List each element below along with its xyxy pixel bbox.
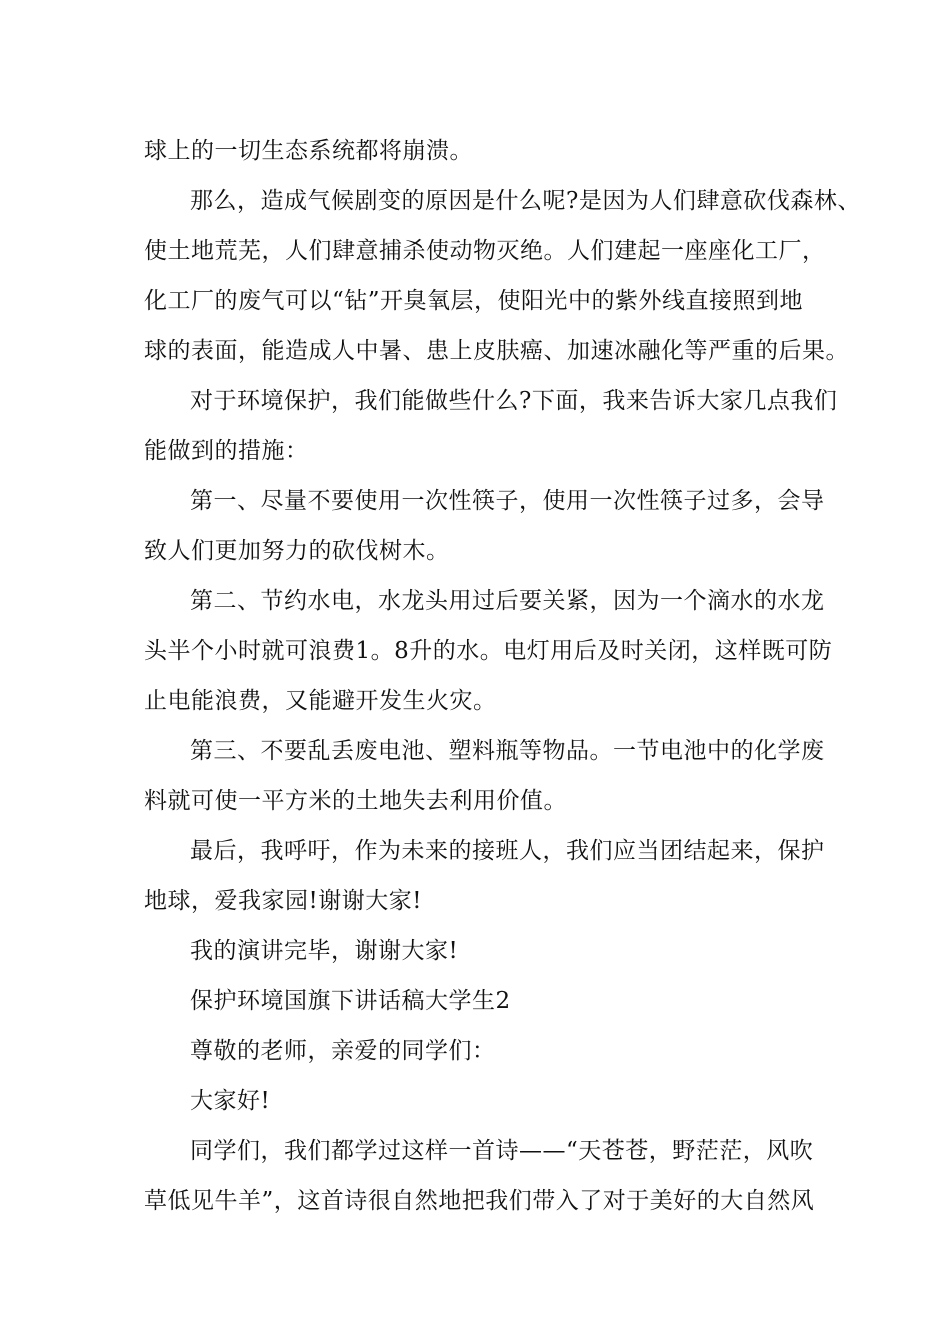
text-line: 止电能浪费，又能避开发生火灾。 xyxy=(144,688,497,714)
text-line: 球的表面，能造成人中暑、患上皮肤癌、加速冰融化等严重的后果。 xyxy=(144,338,849,364)
paragraph-start-line: 最后，我呼吁，作为未来的接班人，我们应当团结起来，保护 xyxy=(190,838,825,864)
paragraph-start-line: 第三、不要乱丢废电池、塑料瓶等物品。一节电池中的化学废 xyxy=(190,738,825,764)
text-line: 头半个小时就可浪费1。8升的水。电灯用后及时关闭，这样既可防 xyxy=(144,638,833,664)
paragraph-start-line: 我的演讲完毕，谢谢大家! xyxy=(190,938,459,964)
greeting-line: 大家好! xyxy=(190,1088,271,1114)
text-line: 球上的一切生态系统都将崩溃。 xyxy=(144,138,473,164)
text-line: 使土地荒芜，人们肆意捕杀使动物灭绝。人们建起一座座化工厂， xyxy=(144,238,826,264)
greeting-line: 尊敬的老师，亲爱的同学们： xyxy=(190,1038,496,1064)
paragraph-start-line: 那么，造成气候剧变的原因是什么呢?是因为人们肆意砍伐森林、 xyxy=(190,188,861,214)
text-line: 地球，爱我家园!谢谢大家! xyxy=(144,888,422,914)
paragraph-start-line: 同学们，我们都学过这样一首诗——“天苍苍，野茫茫，风吹 xyxy=(190,1138,814,1164)
paragraph-start-line: 对于环境保护，我们能做些什么?下面，我来告诉大家几点我们 xyxy=(190,388,838,414)
text-line: 能做到的措施： xyxy=(144,438,309,464)
text-line: 致人们更加努力的砍伐树木。 xyxy=(144,538,450,564)
text-line: 料就可使一平方米的土地失去利用价值。 xyxy=(144,788,567,814)
paragraph-start-line: 第二、节约水电，水龙头用过后要关紧，因为一个滴水的水龙 xyxy=(190,588,825,614)
section-title: 保护环境国旗下讲话稿大学生2 xyxy=(190,988,511,1014)
paragraph-start-line: 第一、尽量不要使用一次性筷子，使用一次性筷子过多，会导 xyxy=(190,488,825,514)
text-line: 化工厂的废气可以“钻”开臭氧层，使阳光中的紫外线直接照到地 xyxy=(144,288,804,314)
text-line: 草低见牛羊”，这首诗很自然地把我们带入了对于美好的大自然风 xyxy=(144,1188,815,1214)
